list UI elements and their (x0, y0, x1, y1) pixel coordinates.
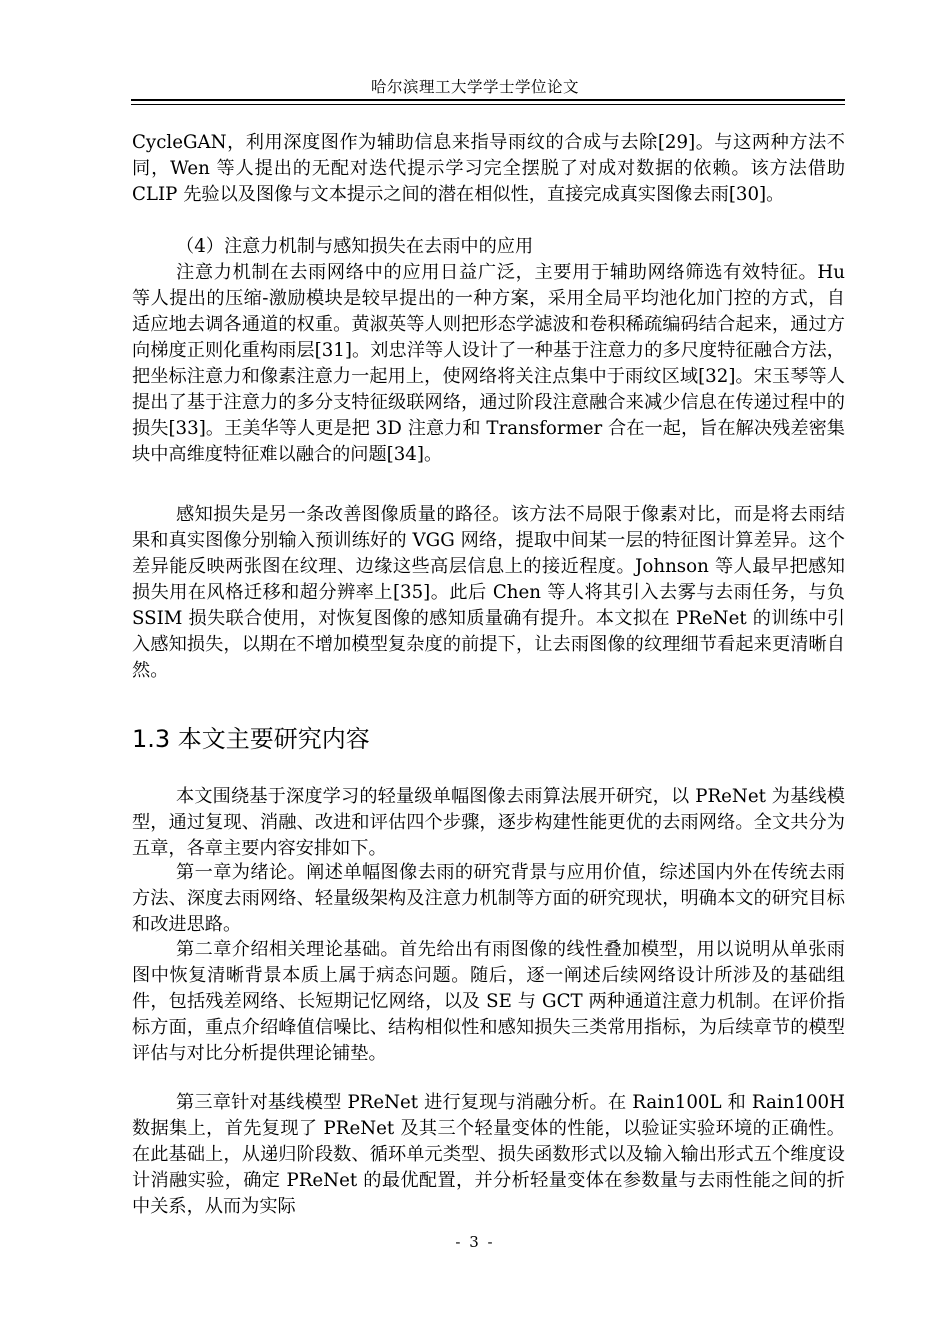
section-heading: 1.3 本文主要研究内容 (132, 725, 370, 753)
page-number: - 3 - (455, 1233, 495, 1251)
paragraph-attention: 注意力机制在去雨网络中的应用日益广泛，主要用于辅助网络筛选有效特征。Hu 等人提出的压缩-激励模块是较早提出的一种方案，采用全局平均池化加门控的方式，自适应地去调各通道的权重。黄淑英等人则把形态学滤波和卷积稀疏编码结合起来，通过方向梯度正则化重构雨层[31]。刘忠洋等人设计了一种基于注意力的多尺度特征融合方法，把坐标注意力和像素注意力一起用上，使网络将关注点集中于雨纹区域[32]。宋玉琴等人提出了基于注意力的多分支特征级联网络，通过阶段注意融合来减少信息在传递过程中的损失[33]。王美华等人更是把 3D 注意力和 Transformer 合在一起，旨在解决残差密集块中高维度特征难以融合的问题[34]。 (132, 262, 845, 465)
paragraph-continuation: CycleGAN，利用深度图作为辅助信息来指导雨纹的合成与去除[29]。与这两种方法不同，Wen 等人提出的无配对迭代提示学习完全摆脱了对成对数据的依赖。该方法借助 CLIP 先验以及图像与文本提示之间的潜在相似性，直接完成真实图像去雨[30]。 (132, 132, 845, 205)
paragraph-overview: 本文围绕基于深度学习的轻量级单幅图像去雨算法展开研究，以 PReNet 为基线模型，通过复现、消融、改进和评估四个步骤，逐步构建性能更优的去雨网络。全文共分为五章，各章主要内容安排如下。 (132, 786, 845, 859)
header-rule (131, 99, 845, 101)
running-header: 哈尔滨理工大学学士学位论文 (370, 78, 579, 96)
paragraph-perceptual-loss: 感知损失是另一条改善图像质量的路径。该方法不局限于像素对比，而是将去雨结果和真实图像分别输入预训练好的 VGG 网络，提取中间某一层的特征图计算差异。这个差异能反映两张图在纹理、边缘这些高层信息上的接近程度。Johnson 等人最早把感知损失用在风格迁移和超分辨率上[35]。此后 Chen 等人将其引入去雾与去雨任务，与负 SSIM 损失联合使用，对恢复图像的感知质量确有提升。本文拟在 PReNet 的训练中引入感知损失，以期在不增加模型复杂度的前提下，让去雨图像的纹理细节看起来更清晰自然。 (132, 504, 845, 681)
header-rule-thin (131, 104, 845, 105)
subsection-heading: （4）注意力机制与感知损失在去雨中的应用 (176, 236, 534, 257)
paragraph-chapter-one: 第一章为绪论。阐述单幅图像去雨的研究背景与应用价值，综述国内外在传统去雨方法、深度去雨网络、轻量级架构及注意力机制等方面的研究现状，明确本文的研究目标和改进思路。 (132, 862, 845, 935)
paragraph-chapter-two: 第二章介绍相关理论基础。首先给出有雨图像的线性叠加模型，用以说明从单张雨图中恢复清晰背景本质上属于病态问题。随后，逐一阐述后续网络设计所涉及的基础组件，包括残差网络、长短期记忆网络，以及 SE 与 GCT 两种通道注意力机制。在评价指标方面，重点介绍峰值信噪比、结构相似性和感知损失三类常用指标，为后续章节的模型评估与对比分析提供理论铺垫。 (132, 939, 845, 1064)
paragraph-chapter-three: 第三章针对基线模型 PReNet 进行复现与消融分析。在 Rain100L 和 Rain100H 数据集上，首先复现了 PReNet 及其三个轻量变体的性能，以验证实验环境的正确性。在此基础上，从递归阶段数、循环单元类型、损失函数形式以及输入输出形式五个维度设计消融实验，确定 PReNet 的最优配置，并分析轻量变体在参数量与去雨性能之间的折中关系，从而为实际 (132, 1092, 845, 1217)
